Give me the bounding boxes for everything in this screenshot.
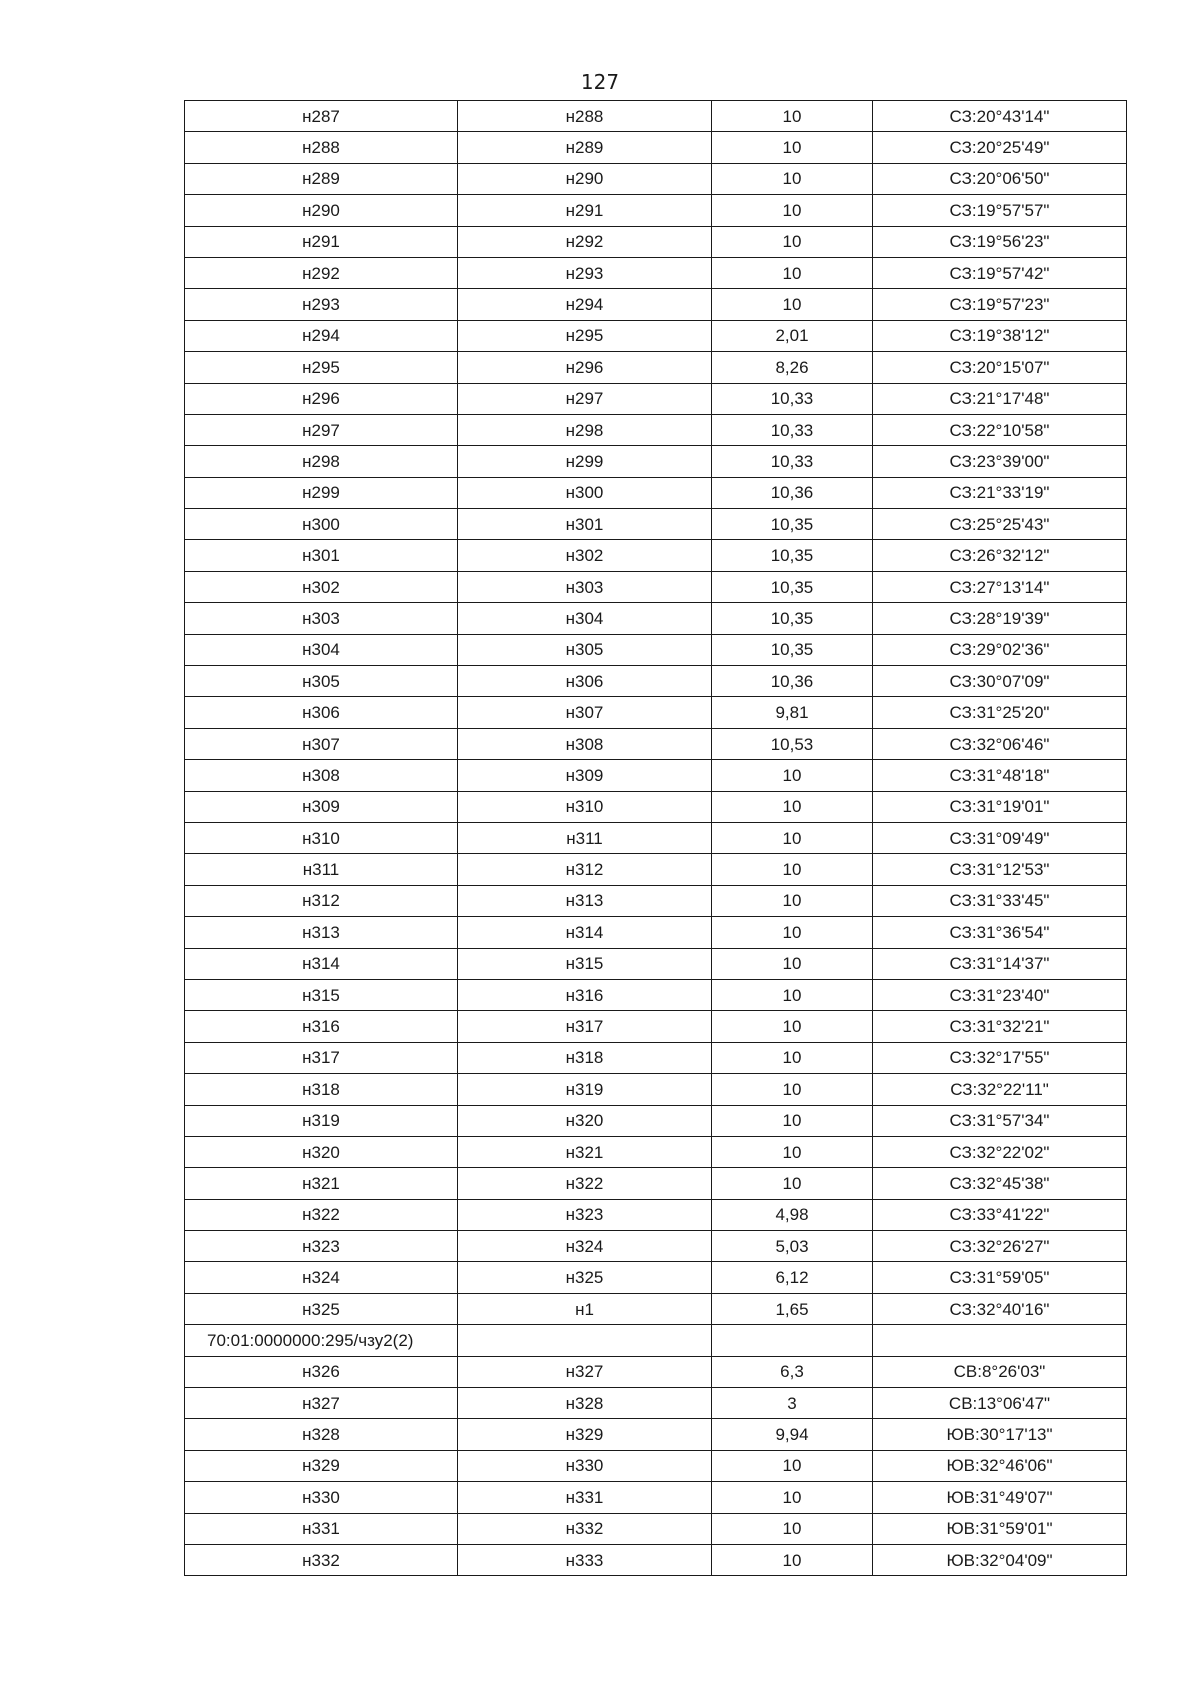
from-point-cell: н302 bbox=[185, 571, 458, 602]
to-point-cell: н331 bbox=[458, 1482, 712, 1513]
length-cell: 10,35 bbox=[712, 509, 873, 540]
length-cell: 10 bbox=[712, 1105, 873, 1136]
length-cell: 10,36 bbox=[712, 477, 873, 508]
bearing-cell: СЗ:21°33'19" bbox=[873, 477, 1127, 508]
from-point-cell: н316 bbox=[185, 1011, 458, 1042]
table-row bbox=[185, 1231, 1127, 1262]
to-point-cell: н1 bbox=[458, 1293, 712, 1324]
from-point-cell: н308 bbox=[185, 760, 458, 791]
table-row bbox=[185, 979, 1127, 1010]
table-row bbox=[185, 1544, 1127, 1575]
bearing-cell: СЗ:32°40'16" bbox=[873, 1293, 1127, 1324]
table-row bbox=[185, 697, 1127, 728]
bearing-cell: СВ:13°06'47" bbox=[873, 1388, 1127, 1419]
length-cell: 10,53 bbox=[712, 728, 873, 759]
from-point-cell: н328 bbox=[185, 1419, 458, 1450]
to-point-cell: н328 bbox=[458, 1388, 712, 1419]
from-point-cell: н314 bbox=[185, 948, 458, 979]
table-row bbox=[185, 1042, 1127, 1073]
bearing-cell: СЗ:31°12'53" bbox=[873, 854, 1127, 885]
table-row bbox=[185, 101, 1127, 132]
length-cell: 10 bbox=[712, 1074, 873, 1105]
length-cell: 10 bbox=[712, 257, 873, 288]
length-cell: 10 bbox=[712, 1168, 873, 1199]
table-row bbox=[185, 257, 1127, 288]
bearing-cell: СЗ:31°09'49" bbox=[873, 822, 1127, 853]
from-point-cell: н326 bbox=[185, 1356, 458, 1387]
from-point-cell: н289 bbox=[185, 163, 458, 194]
length-cell: 10,33 bbox=[712, 414, 873, 445]
from-point-cell: н322 bbox=[185, 1199, 458, 1230]
length-cell: 3 bbox=[712, 1388, 873, 1419]
length-cell: 10 bbox=[712, 163, 873, 194]
to-point-cell: н315 bbox=[458, 948, 712, 979]
table-row bbox=[185, 1136, 1127, 1167]
table-row bbox=[185, 320, 1127, 351]
from-point-cell: н293 bbox=[185, 289, 458, 320]
length-cell: 10 bbox=[712, 979, 873, 1010]
to-point-cell: н310 bbox=[458, 791, 712, 822]
to-point-cell: н324 bbox=[458, 1231, 712, 1262]
from-point-cell: н307 bbox=[185, 728, 458, 759]
bearing-cell: СЗ:19°57'23" bbox=[873, 289, 1127, 320]
from-point-cell: н327 bbox=[185, 1388, 458, 1419]
length-cell: 10 bbox=[712, 195, 873, 226]
table-row bbox=[185, 477, 1127, 508]
table-row bbox=[185, 603, 1127, 634]
bearing-cell: СЗ:20°43'14" bbox=[873, 101, 1127, 132]
to-point-cell: н332 bbox=[458, 1513, 712, 1544]
length-cell: 10 bbox=[712, 1042, 873, 1073]
to-point-cell: н319 bbox=[458, 1074, 712, 1105]
from-point-cell: н295 bbox=[185, 352, 458, 383]
from-point-cell: н309 bbox=[185, 791, 458, 822]
table-row bbox=[185, 791, 1127, 822]
to-point-cell: н327 bbox=[458, 1356, 712, 1387]
boundary-table bbox=[184, 100, 1127, 1576]
bearing-cell: СЗ:31°14'37" bbox=[873, 948, 1127, 979]
bearing-cell: СЗ:31°25'20" bbox=[873, 697, 1127, 728]
bearing-cell: СЗ:31°23'40" bbox=[873, 979, 1127, 1010]
from-point-cell: н305 bbox=[185, 666, 458, 697]
length-cell: 10 bbox=[712, 854, 873, 885]
length-cell: 10,33 bbox=[712, 383, 873, 414]
bearing-cell: ЮВ:31°59'01" bbox=[873, 1513, 1127, 1544]
bearing-cell: ЮВ:31°49'07" bbox=[873, 1482, 1127, 1513]
bearing-cell: СЗ:32°17'55" bbox=[873, 1042, 1127, 1073]
to-point-cell: н298 bbox=[458, 414, 712, 445]
table-row bbox=[185, 352, 1127, 383]
bearing-cell: СЗ:32°26'27" bbox=[873, 1231, 1127, 1262]
to-point-cell: н320 bbox=[458, 1105, 712, 1136]
length-cell: 9,94 bbox=[712, 1419, 873, 1450]
from-point-cell: н320 bbox=[185, 1136, 458, 1167]
table-row bbox=[185, 289, 1127, 320]
length-cell: 10 bbox=[712, 1136, 873, 1167]
to-point-cell: н304 bbox=[458, 603, 712, 634]
from-point-cell: н301 bbox=[185, 540, 458, 571]
bearing-cell: СЗ:33°41'22" bbox=[873, 1199, 1127, 1230]
length-cell: 2,01 bbox=[712, 320, 873, 351]
bearing-cell: СЗ:31°19'01" bbox=[873, 791, 1127, 822]
length-cell: 4,98 bbox=[712, 1199, 873, 1230]
to-point-cell: н299 bbox=[458, 446, 712, 477]
from-point-cell: н325 bbox=[185, 1293, 458, 1324]
bearing-cell: СЗ:25°25'43" bbox=[873, 509, 1127, 540]
table-row bbox=[185, 917, 1127, 948]
to-point-cell: н289 bbox=[458, 132, 712, 163]
to-point-cell: н307 bbox=[458, 697, 712, 728]
table-row bbox=[185, 1450, 1127, 1481]
from-point-cell: н310 bbox=[185, 822, 458, 853]
from-point-cell: н303 bbox=[185, 603, 458, 634]
length-cell: 10,35 bbox=[712, 540, 873, 571]
to-point-cell: н306 bbox=[458, 666, 712, 697]
length-cell: 10 bbox=[712, 101, 873, 132]
length-cell: 10,33 bbox=[712, 446, 873, 477]
table-row bbox=[185, 854, 1127, 885]
from-point-cell: н324 bbox=[185, 1262, 458, 1293]
bearing-cell: СЗ:32°06'46" bbox=[873, 728, 1127, 759]
bearing-cell: СЗ:19°38'12" bbox=[873, 320, 1127, 351]
bearing-cell: СЗ:19°57'57" bbox=[873, 195, 1127, 226]
table-body bbox=[185, 101, 1127, 1576]
bearing-cell: ЮВ:32°46'06" bbox=[873, 1450, 1127, 1481]
section-empty-cell-2 bbox=[458, 1325, 712, 1356]
from-point-cell: н287 bbox=[185, 101, 458, 132]
table-row bbox=[185, 1168, 1127, 1199]
from-point-cell: н288 bbox=[185, 132, 458, 163]
to-point-cell: н317 bbox=[458, 1011, 712, 1042]
bearing-cell: СЗ:20°25'49" bbox=[873, 132, 1127, 163]
from-point-cell: н294 bbox=[185, 320, 458, 351]
length-cell: 10 bbox=[712, 132, 873, 163]
to-point-cell: н303 bbox=[458, 571, 712, 602]
table-row bbox=[185, 1199, 1127, 1230]
length-cell: 10 bbox=[712, 885, 873, 916]
table-row bbox=[185, 1105, 1127, 1136]
bearing-cell: СЗ:28°19'39" bbox=[873, 603, 1127, 634]
from-point-cell: н296 bbox=[185, 383, 458, 414]
to-point-cell: н309 bbox=[458, 760, 712, 791]
from-point-cell: н318 bbox=[185, 1074, 458, 1105]
table-row bbox=[185, 1011, 1127, 1042]
length-cell: 10 bbox=[712, 1482, 873, 1513]
from-point-cell: н298 bbox=[185, 446, 458, 477]
bearing-cell: СЗ:19°56'23" bbox=[873, 226, 1127, 257]
table-row bbox=[185, 1513, 1127, 1544]
to-point-cell: н313 bbox=[458, 885, 712, 916]
table-row bbox=[185, 1074, 1127, 1105]
from-point-cell: н300 bbox=[185, 509, 458, 540]
bearing-cell: СЗ:31°36'54" bbox=[873, 917, 1127, 948]
bearing-cell: ЮВ:32°04'09" bbox=[873, 1544, 1127, 1575]
table-row bbox=[185, 540, 1127, 571]
length-cell: 6,3 bbox=[712, 1356, 873, 1387]
bearing-cell: СЗ:19°57'42" bbox=[873, 257, 1127, 288]
from-point-cell: н292 bbox=[185, 257, 458, 288]
bearing-cell: СЗ:21°17'48" bbox=[873, 383, 1127, 414]
from-point-cell: н291 bbox=[185, 226, 458, 257]
bearing-cell: СЗ:32°22'11" bbox=[873, 1074, 1127, 1105]
length-cell: 10 bbox=[712, 1450, 873, 1481]
to-point-cell: н297 bbox=[458, 383, 712, 414]
length-cell: 6,12 bbox=[712, 1262, 873, 1293]
table-row bbox=[185, 509, 1127, 540]
table-row bbox=[185, 1388, 1127, 1419]
to-point-cell: н302 bbox=[458, 540, 712, 571]
to-point-cell: н316 bbox=[458, 979, 712, 1010]
table-row bbox=[185, 195, 1127, 226]
bearing-cell: СЗ:26°32'12" bbox=[873, 540, 1127, 571]
to-point-cell: н322 bbox=[458, 1168, 712, 1199]
length-cell: 10 bbox=[712, 1544, 873, 1575]
length-cell: 10 bbox=[712, 948, 873, 979]
to-point-cell: н295 bbox=[458, 320, 712, 351]
to-point-cell: н323 bbox=[458, 1199, 712, 1230]
table-row bbox=[185, 414, 1127, 445]
length-cell: 10,35 bbox=[712, 634, 873, 665]
bearing-cell: СЗ:29°02'36" bbox=[873, 634, 1127, 665]
to-point-cell: н308 bbox=[458, 728, 712, 759]
from-point-cell: н304 bbox=[185, 634, 458, 665]
to-point-cell: н300 bbox=[458, 477, 712, 508]
to-point-cell: н312 bbox=[458, 854, 712, 885]
length-cell: 10 bbox=[712, 289, 873, 320]
bearing-cell: СЗ:20°15'07" bbox=[873, 352, 1127, 383]
from-point-cell: н321 bbox=[185, 1168, 458, 1199]
to-point-cell: н330 bbox=[458, 1450, 712, 1481]
to-point-cell: н296 bbox=[458, 352, 712, 383]
length-cell: 1,65 bbox=[712, 1293, 873, 1324]
to-point-cell: н305 bbox=[458, 634, 712, 665]
table-row bbox=[185, 163, 1127, 194]
length-cell: 10 bbox=[712, 760, 873, 791]
from-point-cell: н323 bbox=[185, 1231, 458, 1262]
to-point-cell: н314 bbox=[458, 917, 712, 948]
from-point-cell: н317 bbox=[185, 1042, 458, 1073]
bearing-cell: СЗ:22°10'58" bbox=[873, 414, 1127, 445]
table-row bbox=[185, 728, 1127, 759]
from-point-cell: н313 bbox=[185, 917, 458, 948]
to-point-cell: н321 bbox=[458, 1136, 712, 1167]
length-cell: 10 bbox=[712, 1513, 873, 1544]
section-empty-cell-3 bbox=[712, 1325, 873, 1356]
bearing-cell: СВ:8°26'03" bbox=[873, 1356, 1127, 1387]
length-cell: 10,35 bbox=[712, 603, 873, 634]
to-point-cell: н325 bbox=[458, 1262, 712, 1293]
section-row bbox=[185, 1325, 1127, 1356]
bearing-cell: СЗ:20°06'50" bbox=[873, 163, 1127, 194]
section-label: 70:01:0000000:295/чзу2(2) bbox=[185, 1325, 458, 1356]
from-point-cell: н315 bbox=[185, 979, 458, 1010]
to-point-cell: н294 bbox=[458, 289, 712, 320]
from-point-cell: н297 bbox=[185, 414, 458, 445]
length-cell: 10 bbox=[712, 917, 873, 948]
to-point-cell: н293 bbox=[458, 257, 712, 288]
table-row bbox=[185, 132, 1127, 163]
bearing-cell: СЗ:31°59'05" bbox=[873, 1262, 1127, 1293]
from-point-cell: н332 bbox=[185, 1544, 458, 1575]
table-row bbox=[185, 760, 1127, 791]
to-point-cell: н292 bbox=[458, 226, 712, 257]
page-number: 127 bbox=[580, 70, 620, 94]
table-row bbox=[185, 446, 1127, 477]
to-point-cell: н301 bbox=[458, 509, 712, 540]
bearing-cell: СЗ:31°57'34" bbox=[873, 1105, 1127, 1136]
table-row bbox=[185, 571, 1127, 602]
bearing-cell: СЗ:32°22'02" bbox=[873, 1136, 1127, 1167]
table-row bbox=[185, 1419, 1127, 1450]
table-row bbox=[185, 1293, 1127, 1324]
length-cell: 9,81 bbox=[712, 697, 873, 728]
length-cell: 10,35 bbox=[712, 571, 873, 602]
table-row bbox=[185, 383, 1127, 414]
from-point-cell: н311 bbox=[185, 854, 458, 885]
length-cell: 10 bbox=[712, 1011, 873, 1042]
table-row bbox=[185, 1356, 1127, 1387]
length-cell: 10 bbox=[712, 226, 873, 257]
bearing-cell: СЗ:23°39'00" bbox=[873, 446, 1127, 477]
from-point-cell: н306 bbox=[185, 697, 458, 728]
to-point-cell: н318 bbox=[458, 1042, 712, 1073]
to-point-cell: н291 bbox=[458, 195, 712, 226]
from-point-cell: н312 bbox=[185, 885, 458, 916]
length-cell: 10 bbox=[712, 822, 873, 853]
table-row bbox=[185, 1262, 1127, 1293]
from-point-cell: н299 bbox=[185, 477, 458, 508]
table-row bbox=[185, 226, 1127, 257]
bearing-cell: СЗ:31°33'45" bbox=[873, 885, 1127, 916]
bearing-cell: СЗ:32°45'38" bbox=[873, 1168, 1127, 1199]
length-cell: 10,36 bbox=[712, 666, 873, 697]
bearing-cell: СЗ:30°07'09" bbox=[873, 666, 1127, 697]
from-point-cell: н290 bbox=[185, 195, 458, 226]
from-point-cell: н319 bbox=[185, 1105, 458, 1136]
table-row bbox=[185, 1482, 1127, 1513]
section-empty-cell-4 bbox=[873, 1325, 1127, 1356]
to-point-cell: н290 bbox=[458, 163, 712, 194]
from-point-cell: н330 bbox=[185, 1482, 458, 1513]
table-row bbox=[185, 666, 1127, 697]
length-cell: 5,03 bbox=[712, 1231, 873, 1262]
table-row bbox=[185, 948, 1127, 979]
table-row bbox=[185, 885, 1127, 916]
bearing-cell: ЮВ:30°17'13" bbox=[873, 1419, 1127, 1450]
table-row bbox=[185, 822, 1127, 853]
length-cell: 10 bbox=[712, 791, 873, 822]
from-point-cell: н329 bbox=[185, 1450, 458, 1481]
bearing-cell: СЗ:31°32'21" bbox=[873, 1011, 1127, 1042]
to-point-cell: н333 bbox=[458, 1544, 712, 1575]
to-point-cell: н311 bbox=[458, 822, 712, 853]
to-point-cell: н288 bbox=[458, 101, 712, 132]
length-cell: 8,26 bbox=[712, 352, 873, 383]
bearing-cell: СЗ:31°48'18" bbox=[873, 760, 1127, 791]
bearing-cell: СЗ:27°13'14" bbox=[873, 571, 1127, 602]
table-row bbox=[185, 634, 1127, 665]
to-point-cell: н329 bbox=[458, 1419, 712, 1450]
from-point-cell: н331 bbox=[185, 1513, 458, 1544]
